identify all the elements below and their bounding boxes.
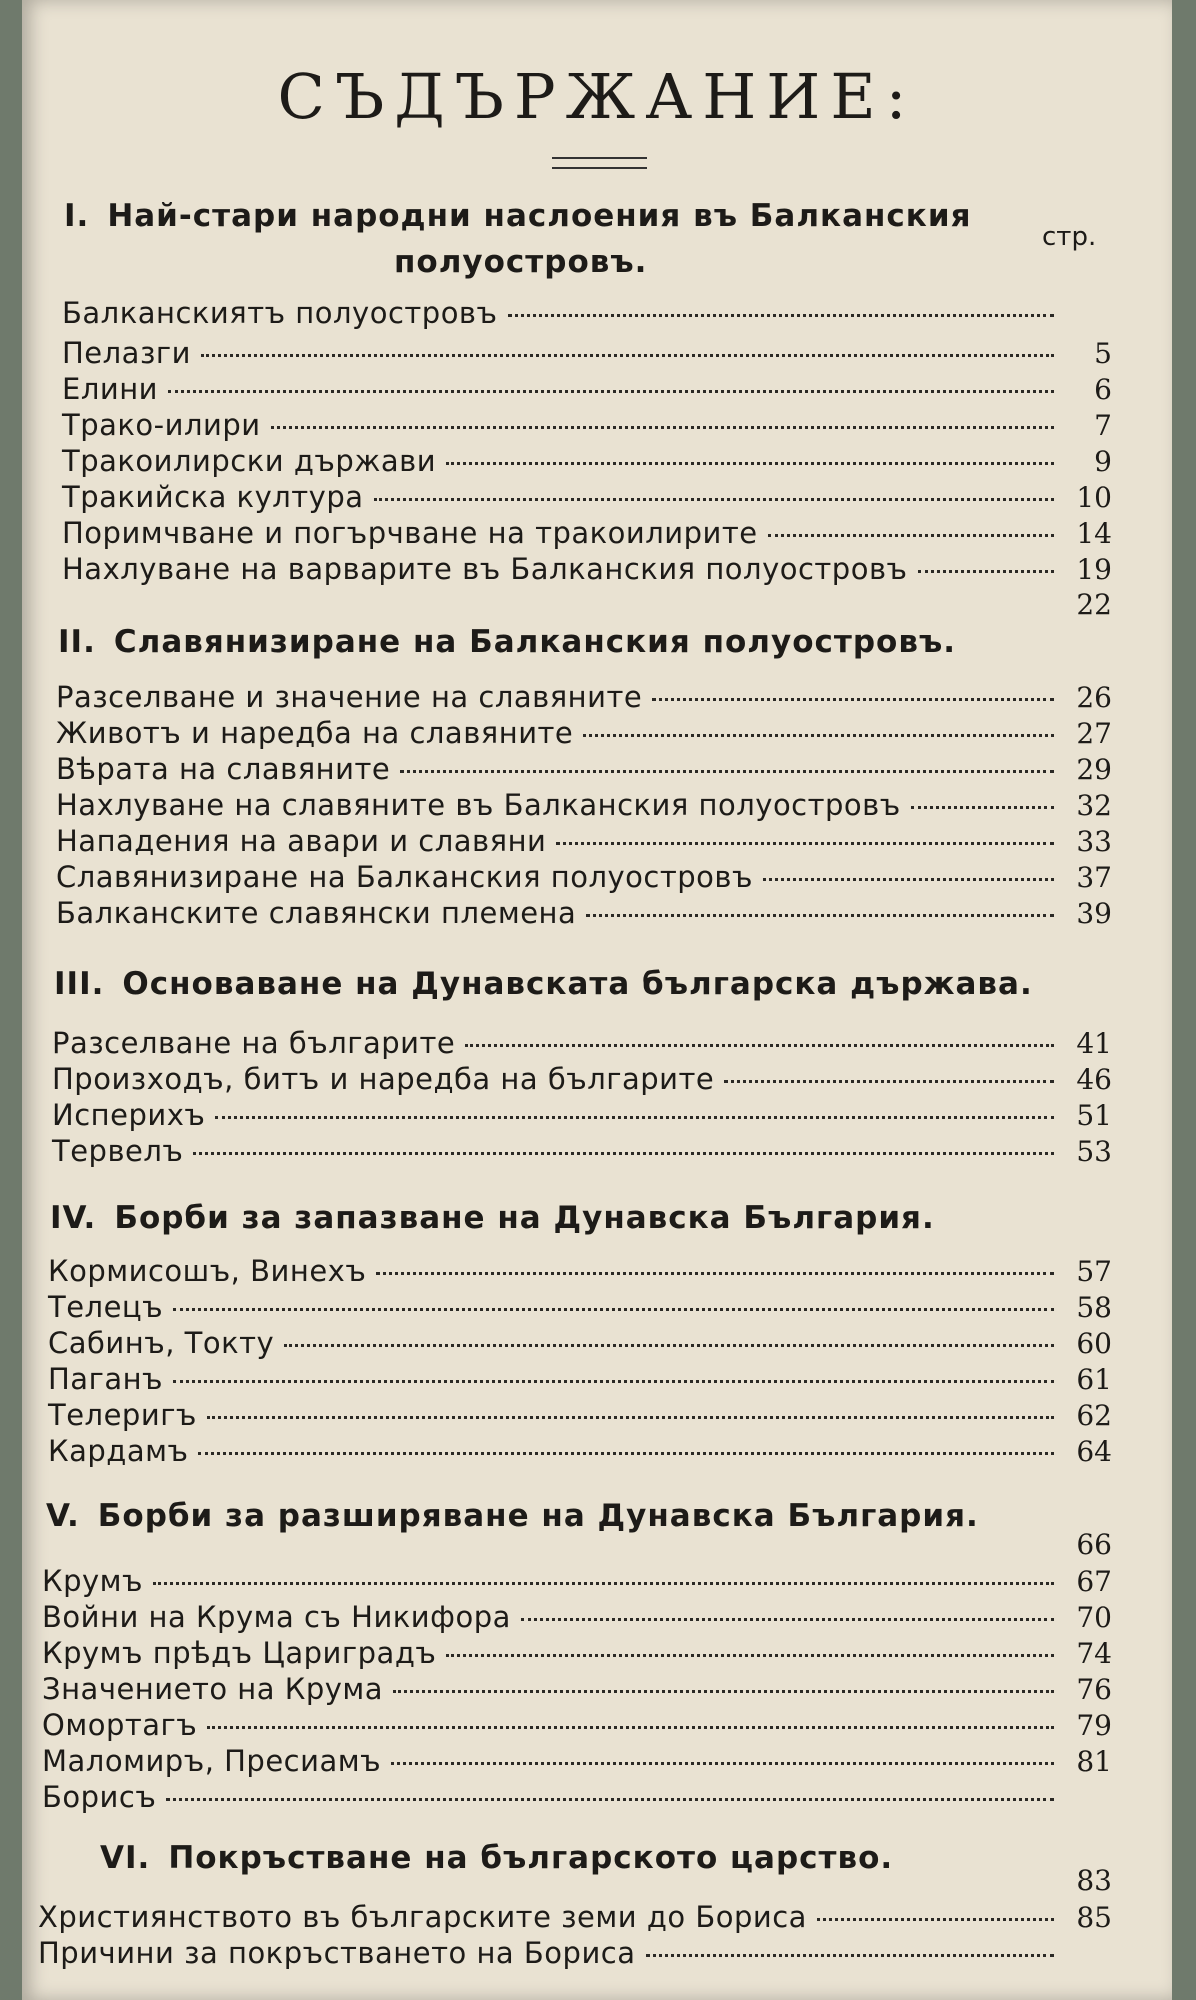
- title-underline: [552, 157, 647, 169]
- dot-leader: [215, 1116, 1054, 1119]
- entry-title: Крумъ: [42, 1564, 144, 1598]
- dot-leader: [284, 1344, 1054, 1347]
- entry-page: 64: [1076, 1435, 1112, 1468]
- entry-title: Пелазги: [62, 336, 191, 370]
- toc-entry[interactable]: [62, 552, 1112, 586]
- dot-leader: [446, 462, 1054, 465]
- dot-leader: [521, 1618, 1054, 1621]
- toc-entry[interactable]: [62, 408, 1112, 442]
- entry-page: 27: [1076, 717, 1112, 750]
- dot-leader: [768, 534, 1054, 537]
- toc-entry[interactable]: [56, 680, 1112, 714]
- dot-leader: [724, 1080, 1054, 1083]
- toc-entry[interactable]: [48, 1290, 1112, 1324]
- entry-page: 7: [1094, 409, 1112, 442]
- entry-title: Поримчване и погърчване на тракоилирите: [62, 516, 758, 550]
- entry-page: 33: [1076, 825, 1112, 858]
- toc-entry[interactable]: [52, 1062, 1112, 1096]
- toc-entry[interactable]: [56, 824, 1112, 858]
- toc-entry[interactable]: [48, 1434, 1112, 1468]
- entry-title: Кардамъ: [48, 1434, 189, 1468]
- entry-title: Испериxъ: [52, 1098, 206, 1132]
- entry-page: 41: [1076, 1027, 1112, 1060]
- entry-page: 22: [1076, 588, 1112, 621]
- toc-entry[interactable]: [48, 1326, 1112, 1360]
- entry-title: Омортагъ: [42, 1708, 198, 1742]
- entry-page: 6: [1094, 373, 1112, 406]
- entry-page: 57: [1076, 1255, 1112, 1288]
- section-title: Борби за запазване на Дунавска България.: [114, 1200, 935, 1236]
- dot-leader: [376, 1272, 1054, 1275]
- toc-entry[interactable]: [38, 1936, 1112, 1970]
- dot-leader: [168, 390, 1054, 393]
- toc-entry[interactable]: [52, 1098, 1112, 1132]
- section-title: Покръстване на българското царство.: [168, 1840, 894, 1876]
- toc-entry[interactable]: [62, 480, 1112, 514]
- entry-page: 74: [1076, 1637, 1112, 1670]
- dot-leader: [153, 1582, 1054, 1585]
- section-title-continued: полуостровъ.: [394, 244, 648, 280]
- toc-entry[interactable]: [42, 1600, 1112, 1634]
- dot-leader: [173, 1308, 1054, 1311]
- entry-title: Тракийска култура: [62, 480, 364, 514]
- toc-entry[interactable]: [62, 336, 1112, 370]
- entry-page: 67: [1076, 1565, 1112, 1598]
- entry-page: 62: [1076, 1399, 1112, 1432]
- toc-entry[interactable]: [52, 1134, 1112, 1168]
- entry-title: Сабинъ, Токту: [48, 1326, 275, 1360]
- dot-leader: [652, 698, 1054, 701]
- entry-page: 53: [1076, 1135, 1112, 1168]
- toc-entry[interactable]: [56, 896, 1112, 930]
- entry-title: Тервелъ: [52, 1134, 184, 1168]
- entry-page: 32: [1076, 789, 1112, 822]
- dot-leader: [166, 1798, 1054, 1801]
- entry-title: Маломиръ, Пресиамъ: [42, 1744, 382, 1778]
- toc-entry[interactable]: [42, 1744, 1112, 1778]
- entry-page: 66: [1076, 1528, 1112, 1561]
- entry-page: 19: [1076, 553, 1112, 586]
- entry-page: 58: [1076, 1291, 1112, 1324]
- dot-leader: [193, 1152, 1054, 1155]
- dot-leader: [198, 1452, 1054, 1455]
- toc-entry[interactable]: [62, 516, 1112, 550]
- toc-entry[interactable]: [48, 1398, 1112, 1432]
- dot-leader: [918, 570, 1054, 573]
- entry-page: 76: [1076, 1673, 1112, 1706]
- entry-page: 14: [1076, 517, 1112, 550]
- entry-title: Тракоилирски държави: [62, 444, 437, 478]
- entry-title: Паганъ: [48, 1362, 164, 1396]
- page-column-label: стр.: [1042, 222, 1097, 252]
- dot-leader: [391, 1762, 1054, 1765]
- toc-entry[interactable]: [62, 588, 1112, 622]
- toc-entry[interactable]: [42, 1528, 1112, 1562]
- entry-page: 9: [1094, 445, 1112, 478]
- entry-page: 61: [1076, 1363, 1112, 1396]
- dot-leader: [508, 314, 1054, 317]
- dot-leader: [446, 1654, 1054, 1657]
- entry-title: Нахлуване на славяните въ Балканския полуостровъ: [56, 788, 901, 822]
- entry-page: 37: [1076, 861, 1112, 894]
- entry-title: Крумъ прѣдъ Цариградъ: [42, 1636, 437, 1670]
- entry-title: Разселване и значение на славяните: [56, 680, 643, 714]
- dot-leader: [207, 1726, 1054, 1729]
- entry-title: Елини: [62, 372, 159, 406]
- section-number: II.: [58, 624, 96, 660]
- entry-page: 60: [1076, 1327, 1112, 1360]
- dot-leader: [583, 734, 1054, 737]
- section-heading-2: [58, 624, 956, 660]
- section-number: IV.: [50, 1200, 97, 1236]
- entry-title: Нападения на авари и славяни: [56, 824, 547, 858]
- dot-leader: [201, 354, 1054, 357]
- dot-leader: [556, 842, 1054, 845]
- toc-entry[interactable]: [42, 1708, 1112, 1742]
- entry-page: 85: [1076, 1901, 1112, 1934]
- entry-page: 81: [1076, 1745, 1112, 1778]
- toc-entry[interactable]: [38, 1900, 1112, 1934]
- entry-title: Телеригъ: [48, 1398, 197, 1432]
- toc-entry[interactable]: [56, 788, 1112, 822]
- toc-entry[interactable]: [42, 1564, 1112, 1598]
- section-number: VI.: [100, 1840, 151, 1876]
- entry-title: Балканските славянски племена: [56, 896, 577, 930]
- section-title: Основаване на Дунавската българска държава.: [122, 966, 1033, 1002]
- entry-page: 26: [1076, 681, 1112, 714]
- entry-title: Произходъ, битъ и наредба на българите: [52, 1062, 715, 1096]
- toc-entry[interactable]: [48, 1254, 1112, 1288]
- entry-page: 70: [1076, 1601, 1112, 1634]
- dot-leader: [646, 1954, 1054, 1957]
- toc-entry[interactable]: [62, 372, 1112, 406]
- toc-entry[interactable]: [56, 752, 1112, 786]
- dot-leader: [207, 1416, 1054, 1419]
- dot-leader: [817, 1918, 1054, 1921]
- entry-page: 79: [1076, 1709, 1112, 1742]
- dot-leader: [400, 770, 1054, 773]
- toc-entry[interactable]: [38, 1864, 1112, 1898]
- dot-leader: [271, 426, 1054, 429]
- entry-title: Борисъ: [42, 1780, 157, 1814]
- dot-leader: [173, 1380, 1054, 1383]
- entry-page: 29: [1076, 753, 1112, 786]
- entry-title: Кормисошъ, Винехъ: [48, 1254, 367, 1288]
- entry-page: 5: [1094, 337, 1112, 370]
- entry-title: Славянизиране на Балканския полуостровъ: [56, 860, 753, 894]
- entry-page: 83: [1076, 1864, 1112, 1897]
- entry-page: 39: [1076, 897, 1112, 930]
- dot-leader: [465, 1044, 1054, 1047]
- toc-entry[interactable]: [62, 444, 1112, 478]
- entry-title: Животъ и наредба на славяните: [56, 716, 574, 750]
- entry-title: Телецъ: [48, 1290, 164, 1324]
- entry-page: 46: [1076, 1063, 1112, 1096]
- section-number: V.: [46, 1498, 80, 1534]
- section-heading-3: [54, 966, 1033, 1002]
- entry-title: Значението на Крума: [42, 1672, 384, 1706]
- toc-entry[interactable]: [48, 1362, 1112, 1396]
- section-number: III.: [54, 966, 105, 1002]
- dot-leader: [586, 914, 1054, 917]
- toc-entry[interactable]: [42, 1780, 1112, 1814]
- section-title: Борби за разширяване на Дунавска България.: [97, 1498, 979, 1534]
- section-number: I.: [64, 198, 90, 234]
- entry-page: 10: [1076, 481, 1112, 514]
- section-title: Славянизиране на Балканския полуостровъ.: [113, 624, 957, 660]
- toc-entry[interactable]: [52, 1026, 1112, 1060]
- section-heading-1: [64, 198, 971, 234]
- page-title: СЪДЪРЖАНИЕ:: [277, 60, 917, 133]
- toc-entry[interactable]: [56, 716, 1112, 750]
- entry-title: Християнството въ българските земи до Бориса: [38, 1900, 807, 1934]
- dot-leader: [763, 878, 1054, 881]
- toc-entry[interactable]: [42, 1672, 1112, 1706]
- toc-entry[interactable]: [62, 296, 1112, 330]
- entry-title: Войни на Крума съ Никифора: [42, 1600, 511, 1634]
- entry-page: 51: [1076, 1099, 1112, 1132]
- entry-title: Причини за покръстването на Бориса: [38, 1936, 636, 1970]
- entry-title: Разселване на българите: [52, 1026, 456, 1060]
- entry-title: Нахлуване на варварите въ Балканския полуостровъ: [62, 552, 908, 586]
- dot-leader: [911, 806, 1054, 809]
- section-title: Най-стари народни наслоения въ Балканския: [107, 198, 972, 234]
- entry-title: Вѣрата на славяните: [56, 752, 391, 786]
- entry-title: Трако-илири: [62, 408, 261, 442]
- dot-leader: [393, 1690, 1054, 1693]
- book-page: [22, 0, 1172, 2000]
- dot-leader: [374, 498, 1054, 501]
- section-heading-4: [50, 1200, 935, 1236]
- toc-entry[interactable]: [56, 860, 1112, 894]
- entry-title: Балканскиятъ полуостровъ: [62, 296, 498, 330]
- toc-entry[interactable]: [42, 1636, 1112, 1670]
